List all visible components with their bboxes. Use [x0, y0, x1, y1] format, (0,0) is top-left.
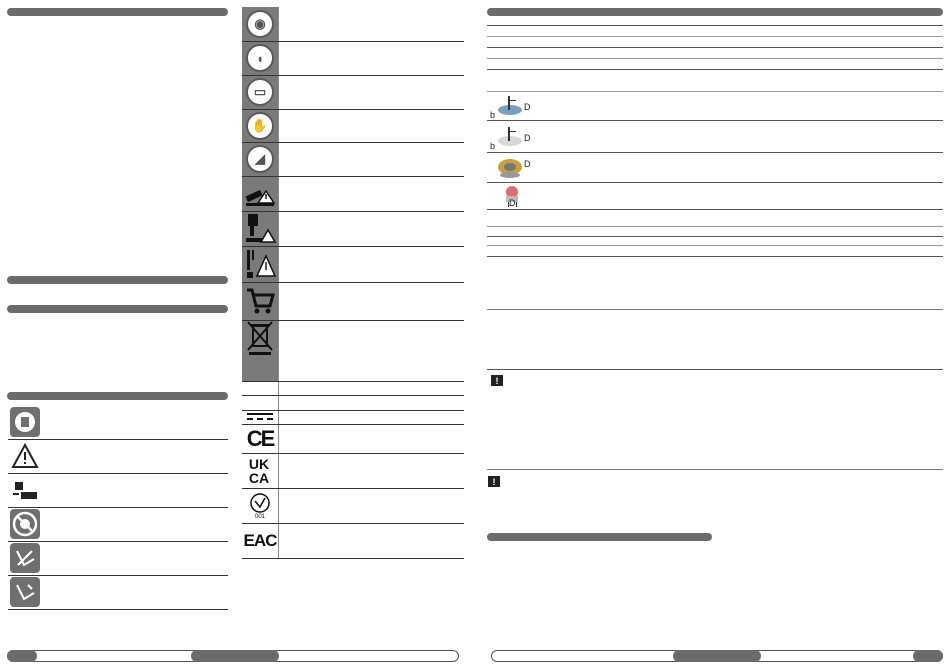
table-rule	[487, 226, 943, 227]
table-rule	[487, 69, 943, 70]
section-bar	[7, 276, 228, 284]
section-bar	[7, 305, 228, 313]
china-rohs-label: 001	[254, 514, 265, 520]
wear-protection-icon: ◢	[244, 143, 276, 175]
symbol-row	[8, 575, 228, 610]
accessory-cart-icon	[244, 285, 276, 317]
grinding-allowed-icon	[10, 577, 40, 607]
warning-icon	[491, 375, 503, 386]
table-rule	[487, 245, 943, 246]
table-rule	[487, 58, 943, 59]
table-rule	[487, 152, 943, 153]
table-rule	[487, 36, 943, 37]
disc-label-b: b	[490, 141, 496, 151]
section-bar	[487, 533, 712, 541]
weee-bin-icon	[244, 322, 276, 354]
table-header-bar	[487, 8, 943, 16]
warning-icon	[488, 476, 500, 487]
symbol-row	[8, 541, 228, 576]
disc-label-d: D	[524, 102, 531, 112]
page-number-pill	[913, 650, 943, 662]
eye-protection-icon: ◉	[244, 8, 276, 40]
workpiece-support-warning-icon	[244, 178, 276, 210]
section-bar	[7, 392, 228, 400]
disc-label-b: b	[490, 110, 496, 120]
table-rule	[487, 236, 943, 237]
table-rule	[487, 182, 943, 183]
symbol-row	[8, 507, 228, 542]
table-rule	[487, 469, 943, 470]
table-rule	[487, 209, 943, 210]
disc-label-d: D	[524, 133, 531, 143]
disc-label-d: D	[509, 198, 516, 208]
footer-title-pill	[191, 650, 279, 662]
clamp-workpiece-warning-icon	[244, 212, 276, 244]
disc-label-d: D	[524, 159, 531, 169]
eac-mark-icon	[244, 525, 276, 557]
ce-mark-label: CE	[246, 425, 274, 451]
no-grinding-icon	[10, 543, 40, 573]
table-rule	[487, 309, 943, 310]
china-rohs-icon	[244, 490, 276, 522]
read-manual-icon	[10, 407, 40, 437]
warning-triangle-icon	[10, 441, 40, 471]
table-rule	[487, 256, 943, 257]
symbol-row	[8, 473, 228, 508]
symbol-row	[8, 405, 228, 440]
footer-title-pill	[673, 650, 761, 662]
warning-mark: !	[495, 376, 499, 386]
remove-battery-icon	[10, 475, 40, 505]
hidden-wiring-warning-icon	[244, 248, 276, 280]
table-rule	[487, 25, 943, 26]
page-number-pill	[7, 650, 37, 662]
warning-mark: !	[492, 477, 496, 487]
ce-mark-icon	[244, 424, 276, 453]
wire-brush-disc-icon	[490, 155, 530, 183]
table-rule	[487, 91, 943, 92]
symbol-row	[8, 439, 228, 474]
eac-mark-label: EAC	[243, 531, 277, 550]
table-rule	[487, 120, 943, 121]
symbol-row	[242, 453, 464, 489]
dust-mask-icon: ▭	[244, 76, 276, 108]
table-rule	[487, 369, 943, 370]
ear-protection-icon: ◖	[244, 42, 276, 74]
table-rule	[487, 47, 943, 48]
gloves-icon: ✋	[244, 110, 276, 142]
cup-brush-icon	[490, 184, 530, 212]
ukca-mark-icon	[244, 455, 274, 487]
direct-current-icon	[244, 410, 276, 424]
ukca-mark-label: UK CA	[248, 456, 270, 486]
symbol-row	[242, 381, 464, 396]
grinding-disc-icon	[490, 94, 530, 122]
no-cutting-disc-icon	[10, 509, 40, 539]
section-bar	[7, 8, 228, 16]
flap-disc-icon	[490, 125, 530, 153]
symbol-row	[242, 395, 464, 411]
